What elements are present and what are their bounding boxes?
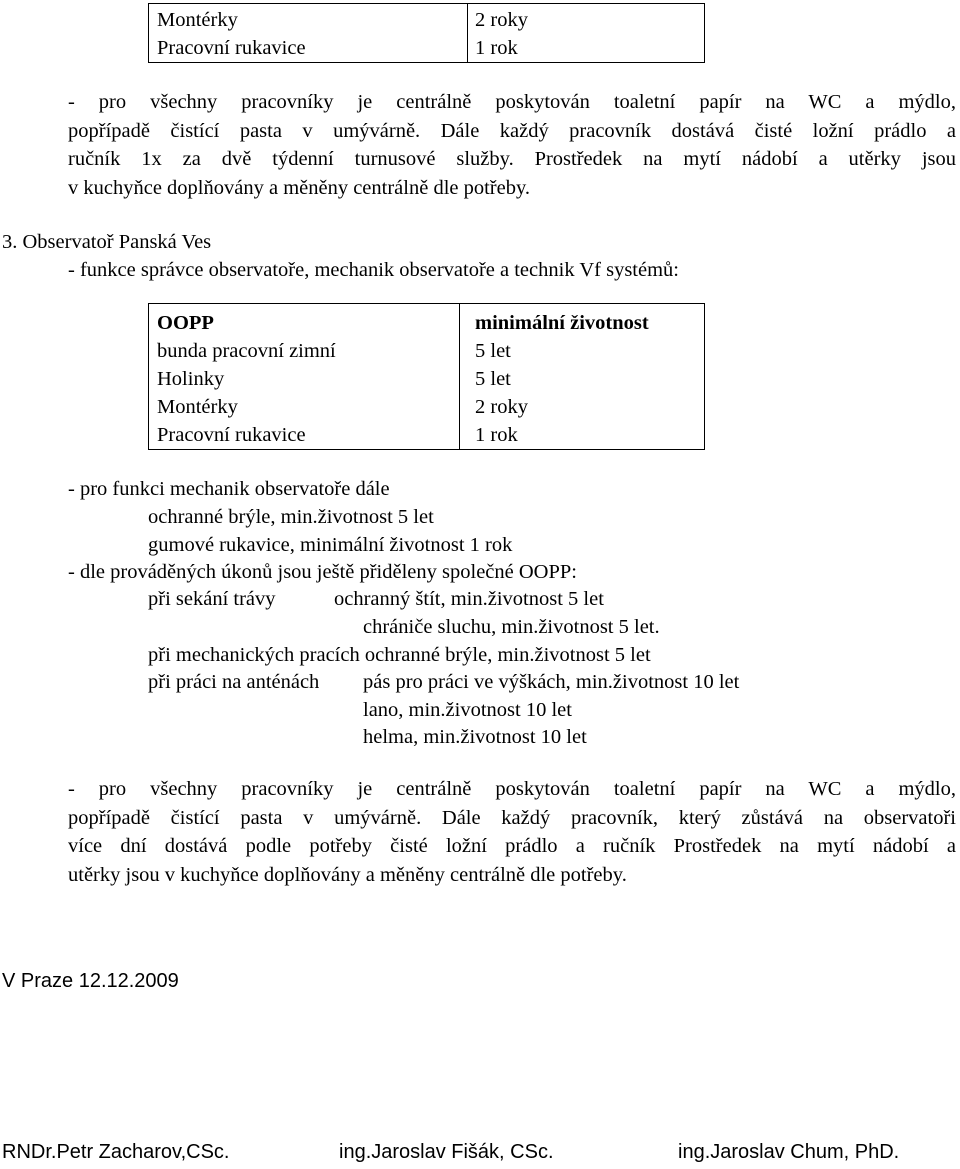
mechanic-item: ochranné brýle, min.životnost 5 let: [148, 506, 434, 528]
paragraph-line: - pro všechny pracovníky je centrálně poskytován toaletní papír na WC a mýdlo,: [68, 778, 956, 800]
antenna-item: pás pro práci ve výškách, min.životnost 10 let: [363, 671, 740, 693]
table-cell-item: Pracovní rukavice: [157, 37, 306, 59]
table-cell-item: Montérky: [157, 396, 238, 418]
paragraph-supplies-2: [68, 779, 956, 893]
signature-name: ing.Jaroslav Fišák, CSc.: [339, 1141, 554, 1163]
table-cell-item: Holinky: [157, 368, 225, 390]
section-heading: 3. Observatoř Panská Ves: [2, 231, 212, 253]
table-cell-life: 5 let: [475, 340, 511, 362]
table-cell-life: 1 rok: [475, 424, 518, 446]
observatory-equipment-table: [148, 303, 705, 450]
date-line: V Praze 12.12.2009: [2, 970, 179, 992]
antenna-item: helma, min.životnost 10 let: [363, 726, 587, 748]
table-cell-item: bunda pracovní zimní: [157, 340, 336, 362]
table-cell-item: Pracovní rukavice: [157, 424, 306, 446]
table-divider: [467, 4, 468, 62]
paragraph-line: více dní dostává podle potřeby čisté ložní prádlo a ručník Prostředek na mytí nádobí a: [68, 835, 956, 857]
paragraph-line: popřípadě čistící pasta v umývárně. Dále každý pracovník, který zůstává na observatoři: [68, 806, 956, 829]
antenna-label: při práci na anténách: [148, 671, 320, 693]
table-header-item: OOPP: [157, 312, 214, 334]
paragraph-line: v kuchyňce doplňovány a měněny centrálně dle potřeby.: [68, 176, 531, 199]
paragraph-line: ručník 1x za dvě týdenní turnusové služby. Prostředek na mytí nádobí a utěrky jsou: [68, 148, 956, 170]
table-cell-life: 2 roky: [475, 9, 528, 31]
grass-item: ochranný štít, min.životnost 5 let: [334, 588, 604, 610]
tasks-intro: - dle prováděných úkonů jsou ještě přiděleny společné OOPP:: [68, 561, 577, 583]
table-cell-life: 5 let: [475, 368, 511, 390]
table-header-life: minimální životnost: [475, 312, 649, 334]
section-functions: - funkce správce observatoře, mechanik observatoře a technik Vf systémů:: [68, 259, 679, 281]
mechanic-item: gumové rukavice, minimální životnost 1 rok: [148, 534, 513, 556]
mechanical-work-item: při mechanických pracích ochranné brýle, min.životnost 5 let: [148, 644, 651, 666]
signature-name: ing.Jaroslav Chum, PhD.: [678, 1141, 900, 1163]
grass-label: při sekání trávy: [148, 588, 276, 610]
antenna-item: lano, min.životnost 10 let: [363, 699, 572, 721]
table-cell-life: 2 roky: [475, 396, 528, 418]
top-equipment-table: [148, 3, 705, 63]
paragraph-line: - pro všechny pracovníky je centrálně poskytován toaletní papír na WC a mýdlo,: [68, 91, 956, 113]
paragraph-supplies-1: [68, 92, 956, 206]
mechanic-intro: - pro funkci mechanik observatoře dále: [68, 478, 390, 500]
grass-item: chrániče sluchu, min.životnost 5 let.: [363, 616, 660, 638]
table-cell-item: Montérky: [157, 9, 238, 31]
table-cell-life: 1 rok: [475, 37, 518, 59]
paragraph-line: utěrky jsou v kuchyňce doplňovány a měněny centrálně dle potřeby.: [68, 863, 627, 886]
table-divider: [459, 304, 460, 449]
paragraph-line: popřípadě čistící pasta v umývárně. Dále každý pracovník dostává čisté ložní prádlo a: [68, 119, 956, 142]
signature-name: RNDr.Petr Zacharov,CSc.: [2, 1141, 230, 1163]
